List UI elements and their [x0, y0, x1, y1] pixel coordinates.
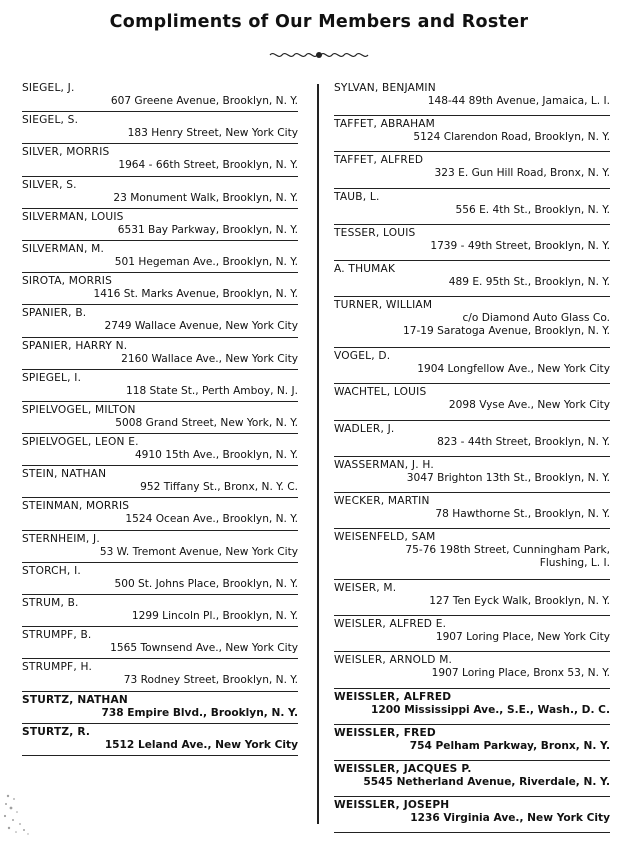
- roster-entry: [22, 627, 298, 659]
- member-address: 78 Hawthorne St., Brooklyn, N. Y.: [435, 507, 610, 520]
- roster-entry: [22, 112, 298, 144]
- member-address: 489 E. 95th St., Brooklyn, N. Y.: [448, 275, 610, 288]
- member-name: WECKER, MARTIN: [334, 494, 430, 507]
- member-name: STRUMPF, B.: [22, 629, 92, 642]
- member-address: 1907 Loring Place, Bronx 53, N. Y.: [431, 667, 610, 680]
- roster-entry: [22, 531, 298, 563]
- roster-entry: [22, 434, 298, 466]
- member-address: 1512 Leland Ave., New York City: [104, 738, 298, 751]
- member-name: TURNER, WILLIAM: [334, 299, 433, 312]
- member-name: SILVERMAN, LOUIS: [22, 210, 124, 223]
- roster-entry: [22, 466, 298, 498]
- roster-entry: [334, 580, 610, 616]
- member-address: 607 Greene Avenue, Brooklyn, N. Y.: [110, 95, 298, 107]
- roster-entry: [22, 724, 298, 756]
- member-address-line2: Flushing, L. I.: [539, 557, 610, 570]
- roster-entry: [334, 189, 610, 225]
- member-name: TAUB, L.: [334, 190, 380, 203]
- roster-entry: [334, 652, 610, 688]
- member-address: 1907 Loring Place, New York City: [435, 631, 610, 644]
- member-name: SIROTA, MORRIS: [22, 275, 113, 288]
- member-name: TESSER, LOUIS: [334, 226, 416, 239]
- roster-entry: [334, 80, 610, 116]
- roster-entry: [334, 761, 610, 797]
- roster-entry: [334, 797, 610, 833]
- roster-right-column: [334, 80, 610, 833]
- member-name: STRUMPF, H.: [22, 661, 93, 674]
- roster-entry: [334, 225, 610, 261]
- member-name: SPIELVOGEL, MILTON: [22, 403, 136, 416]
- member-name: TAFFET, ABRAHAM: [334, 118, 436, 131]
- member-address: 4910 15th Ave., Brooklyn, N. Y.: [134, 449, 298, 462]
- member-address: 6531 Bay Parkway, Brooklyn, N. Y.: [117, 223, 298, 236]
- member-name: WEISLER, ALFRED E.: [334, 618, 447, 631]
- member-name: STORCH, I.: [22, 564, 81, 577]
- member-name: STURTZ, NATHAN: [22, 693, 128, 706]
- member-address: 3047 Brighton 13th St., Brooklyn, N. Y.: [406, 471, 610, 484]
- member-address: 1200 Mississippi Ave., S.E., Wash., D. C.: [371, 703, 610, 716]
- member-address: 556 E. 4th St., Brooklyn, N. Y.: [455, 203, 610, 216]
- roster-entry: [22, 209, 298, 241]
- member-name: STURTZ, R.: [22, 725, 91, 738]
- member-address: 148-44 89th Avenue, Jamaica, L. I.: [427, 95, 610, 107]
- member-name: STRUM, B.: [22, 597, 79, 609]
- member-address: 127 Ten Eyck Walk, Brooklyn, N. Y.: [429, 595, 610, 608]
- roster-entry: [334, 152, 610, 188]
- member-address: 2098 Vyse Ave., New York City: [448, 399, 610, 412]
- member-name: WACHTEL, LOUIS: [334, 386, 427, 399]
- member-address: 500 St. Johns Place, Brooklyn, N. Y.: [114, 577, 298, 590]
- roster-entry: [334, 348, 610, 384]
- roster-entry: [22, 338, 298, 370]
- member-address: 75-76 198th Street, Cunningham Park,: [405, 544, 610, 557]
- member-name: WEISSLER, JACQUES P.: [334, 763, 472, 775]
- member-address: 754 Pelham Parkway, Bronx, N. Y.: [409, 739, 610, 752]
- member-name: SPIEGEL, I.: [22, 371, 82, 384]
- roster-entry: [334, 421, 610, 457]
- member-address: 183 Henry Street, New York City: [127, 127, 298, 140]
- member-address: 2160 Wallace Ave., New York City: [121, 352, 298, 365]
- roster-entry: [22, 305, 298, 337]
- member-name: WEISSLER, JOSEPH: [334, 799, 450, 812]
- member-name: SILVER, MORRIS: [22, 146, 110, 159]
- member-name: SIEGEL, S.: [22, 114, 79, 127]
- roster-entry: [22, 563, 298, 595]
- member-name: STEINMAN, MORRIS: [22, 500, 130, 513]
- roster-left-column: [22, 80, 298, 756]
- member-address: 5008 Grand Street, New York, N. Y.: [115, 416, 298, 429]
- member-address: 1416 St. Marks Avenue, Brooklyn, N. Y.: [93, 288, 298, 301]
- member-address: 823 - 44th Street, Brooklyn, N. Y.: [437, 435, 610, 448]
- roster-entry: [22, 370, 298, 402]
- member-address: 1964 - 66th Street, Brooklyn, N. Y.: [118, 159, 298, 172]
- roster-entry: [22, 177, 298, 209]
- roster-entry: [22, 659, 298, 691]
- member-address-line2: 17-19 Saratoga Avenue, Brooklyn, N. Y.: [402, 325, 610, 338]
- roster-entry: [334, 689, 610, 725]
- roster-entry: [22, 595, 298, 627]
- member-address: 1524 Ocean Ave., Brooklyn, N. Y.: [125, 513, 298, 526]
- member-address: 53 W. Tremont Avenue, New York City: [99, 545, 298, 558]
- member-name: WEISENFELD, SAM: [334, 531, 436, 544]
- member-address: 1299 Lincoln Pl., Brooklyn, N. Y.: [131, 610, 298, 622]
- member-address: 73 Rodney Street, Brooklyn, N. Y.: [123, 674, 298, 687]
- member-address: 1236 Virginia Ave., New York City: [410, 812, 610, 825]
- member-name: SPANIER, B.: [22, 307, 87, 320]
- roster-entry: [22, 498, 298, 530]
- member-address: 1739 - 49th Street, Brooklyn, N. Y.: [430, 239, 610, 252]
- roster-entry: [334, 261, 610, 297]
- member-name: SYLVAN, BENJAMIN: [334, 82, 436, 94]
- member-name: WASSERMAN, J. H.: [334, 458, 434, 471]
- roster-entry: [334, 493, 610, 529]
- page-title: Compliments of Our Members and Roster: [109, 12, 529, 32]
- roster-entry: [334, 529, 610, 580]
- member-name: A. THUMAK: [334, 262, 396, 275]
- member-name: WEISER, M.: [334, 582, 397, 595]
- member-name: STERNHEIM, J.: [22, 532, 100, 545]
- roster-entry: [334, 297, 610, 348]
- member-address: 118 State St., Perth Amboy, N. J.: [125, 384, 298, 397]
- member-name: WEISSLER, ALFRED: [334, 690, 452, 703]
- member-address: 1904 Longfellow Ave., New York City: [417, 363, 610, 376]
- ornament-divider-icon: [268, 49, 370, 61]
- member-address: 5545 Netherland Avenue, Riverdale, N. Y.: [363, 776, 610, 788]
- member-address: 501 Hegeman Ave., Brooklyn, N. Y.: [114, 255, 298, 268]
- roster-entry: [334, 116, 610, 152]
- member-name: SILVER, S.: [22, 178, 77, 191]
- member-name: STEIN, NATHAN: [22, 468, 107, 481]
- roster-entry: [334, 725, 610, 761]
- member-address: 23 Monument Walk, Brooklyn, N. Y.: [113, 191, 298, 204]
- member-name: SIEGEL, J.: [22, 82, 75, 94]
- member-address: 5124 Clarendon Road, Brooklyn, N. Y.: [413, 131, 610, 144]
- roster-entry: [22, 241, 298, 273]
- member-name: SPIELVOGEL, LEON E.: [22, 436, 139, 449]
- member-address: c/o Diamond Auto Glass Co.: [462, 312, 610, 325]
- column-divider: [317, 84, 319, 824]
- member-address: 1565 Townsend Ave., New York City: [110, 642, 298, 655]
- member-address: 2749 Wallace Avenue, New York City: [104, 320, 298, 333]
- roster-entry: [334, 457, 610, 493]
- member-name: TAFFET, ALFRED: [334, 154, 424, 167]
- member-name: WEISSLER, FRED: [334, 726, 436, 739]
- member-name: SILVERMAN, M.: [22, 242, 105, 255]
- roster-entry: [334, 616, 610, 652]
- roster-entry: [22, 273, 298, 305]
- roster-entry: [334, 384, 610, 420]
- member-address: 952 Tiffany St., Bronx, N. Y. C.: [140, 481, 298, 494]
- roster-entry: [22, 692, 298, 724]
- member-address: 323 E. Gun Hill Road, Bronx, N. Y.: [434, 167, 610, 180]
- member-name: WADLER, J.: [334, 422, 395, 435]
- ink-smudge: [2, 790, 42, 840]
- member-name: SPANIER, HARRY N.: [22, 339, 128, 352]
- member-name: WEISLER, ARNOLD M.: [334, 654, 453, 667]
- member-address: 738 Empire Blvd., Brooklyn, N. Y.: [101, 706, 298, 719]
- roster-entry: [22, 402, 298, 434]
- roster-entry: [22, 80, 298, 112]
- member-name: VOGEL, D.: [334, 350, 391, 363]
- roster-entry: [22, 144, 298, 176]
